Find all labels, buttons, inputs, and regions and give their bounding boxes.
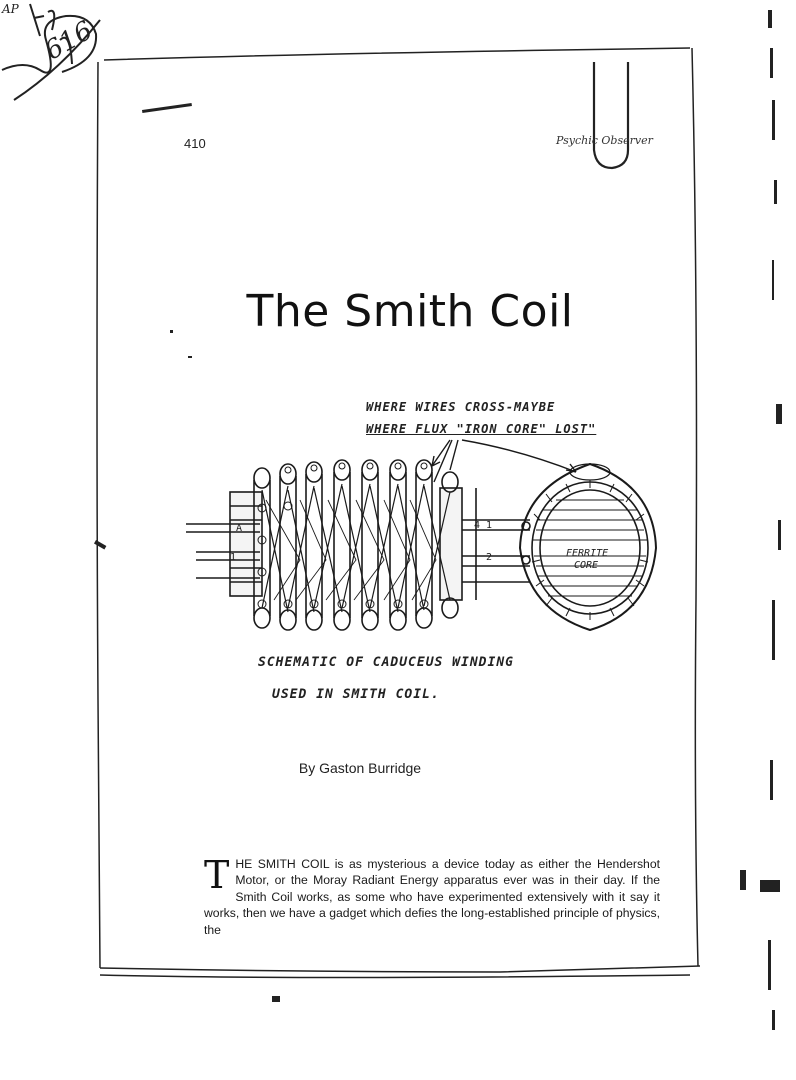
svg-text:CORE: CORE — [574, 560, 599, 571]
punch-mark — [594, 62, 628, 168]
terminal-label-4: 4 — [474, 520, 481, 531]
caduceus-windings — [254, 460, 458, 630]
terminal-labels — [230, 520, 608, 571]
figure-caption-line-1: SCHEMATIC OF CADUCEUS WINDING — [258, 655, 514, 670]
figure-caption-line-2: USED IN SMITH COIL. — [272, 687, 440, 702]
article-title: The Smith Coil — [246, 286, 574, 337]
running-head: Psychic Observer — [556, 134, 653, 147]
annotation-arrows — [432, 440, 576, 482]
drop-cap: T — [204, 853, 230, 897]
page-number: 410 — [184, 136, 206, 151]
article-opening-paragraph — [204, 853, 660, 938]
svg-text:1: 1 — [486, 520, 493, 531]
ferrite-core-toroid — [520, 464, 656, 630]
svg-text:FERRITE: FERRITE — [566, 548, 609, 559]
page-border — [97, 48, 700, 978]
svg-text:2: 2 — [486, 552, 493, 563]
byline: By Gaston Burridge — [298, 760, 422, 776]
figure-annotation-line-2: WHERE FLUX "IRON CORE" LOST" — [366, 422, 597, 436]
corner-mark-ap: AP — [2, 2, 19, 16]
svg-text:1: 1 — [230, 552, 237, 563]
corner-mark-number: 616 — [39, 15, 98, 67]
figure-annotation-line-1: WHERE WIRES CROSS-MAYBE — [366, 400, 556, 414]
coil-schematic — [186, 440, 656, 630]
opening-text: HE SMITH COIL is as mysterious a device today as either the Hendershot Motor, or the Moray Radiant Energy apparatus ever was in their day. If the Smith Coil works, as some who have experimented extensively with it say it works, then we have a gadget which defies the long-established principle of physics, the — [204, 857, 660, 937]
terminal-label-a: A — [236, 523, 243, 534]
